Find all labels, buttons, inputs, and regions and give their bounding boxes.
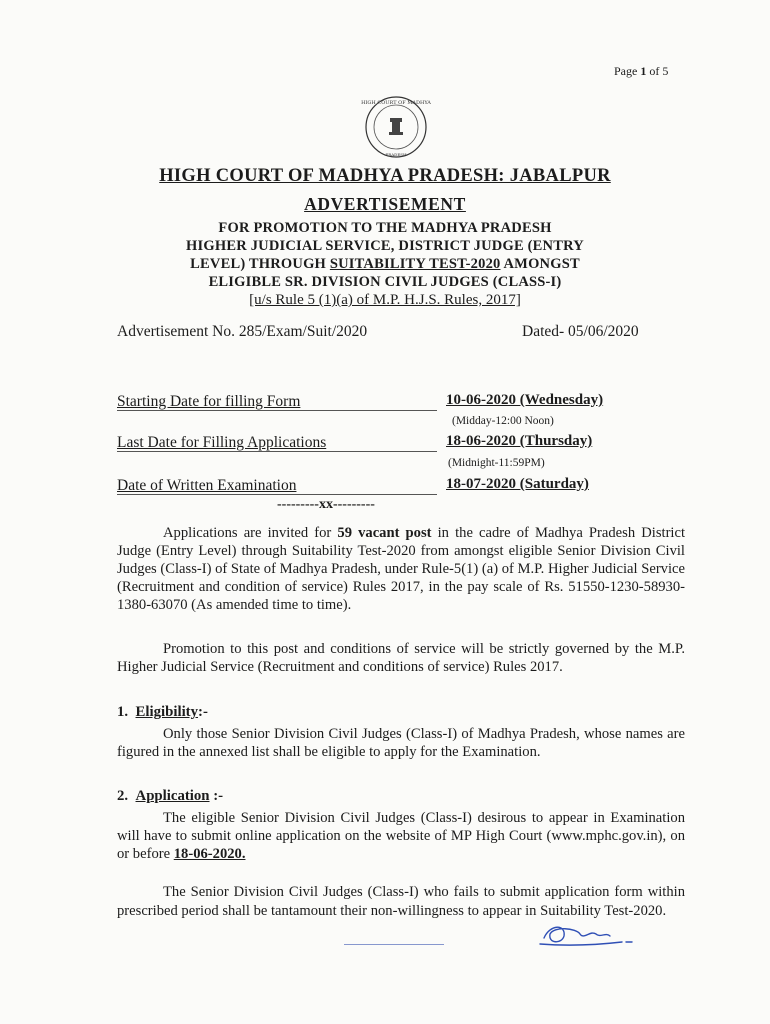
leader-line <box>117 494 437 495</box>
advertisement-number: Advertisement No. 285/Exam/Suit/2020 <box>117 323 368 340</box>
separator: ---------xx--------- <box>277 497 375 512</box>
section-application-heading: 2. Application :- <box>117 788 224 804</box>
pen-underline <box>344 944 444 945</box>
rule-reference: [u/s Rule 5 (1)(a) of M.P. H.J.S. Rules, 2017] <box>249 292 521 308</box>
schedule-value-last: 18-06-2020 (Thursday) <box>446 433 593 449</box>
subtitle-line-4: ELIGIBLE SR. DIVISION CIVIL JUDGES (CLASS-I) <box>208 274 562 290</box>
schedule-note-start: (Midday-12:00 Noon) <box>452 415 554 427</box>
svg-text:PRADESH: PRADESH <box>385 152 407 157</box>
application-paragraph: The eligible Senior Division Civil Judges (Class-I) desirous to appear in Examination will have to submit online application on the website of MP High Court (www.mphc.gov.in), on or before 18-06-2020. <box>117 810 685 862</box>
leader-line <box>117 451 437 452</box>
leader-line <box>117 410 437 411</box>
court-seal-icon <box>346 92 446 162</box>
schedule-note-last: (Midnight-11:59PM) <box>448 457 545 469</box>
eligibility-paragraph: Only those Senior Division Civil Judges (Class-I) of Madhya Pradesh, whose names are figured in the annexed list shall be eligible to apply for the Examination. <box>117 726 685 760</box>
signature-icon <box>536 920 636 950</box>
svg-text:HIGH COURT OF MADHYA: HIGH COURT OF MADHYA <box>361 100 431 106</box>
schedule-label-start: Starting Date for filling Form <box>117 393 301 410</box>
page-number: Page 1 of 5 <box>614 64 669 78</box>
section-eligibility-heading: 1. Eligibility:- <box>117 704 208 720</box>
court-title: HIGH COURT OF MADHYA PRADESH: JABALPUR <box>159 166 611 186</box>
schedule-label-last: Last Date for Filling Applications <box>117 434 327 451</box>
schedule-value-start: 10-06-2020 (Wednesday) <box>446 392 604 408</box>
subtitle-line-3: LEVEL) THROUGH SUITABILITY TEST-2020 AMONGST <box>190 256 580 272</box>
advertisement-heading: ADVERTISEMENT <box>304 194 466 214</box>
subtitle-line-2: HIGHER JUDICIAL SERVICE, DISTRICT JUDGE (ENTRY <box>186 238 584 254</box>
advertisement-date: Dated- 05/06/2020 <box>522 323 639 340</box>
subtitle-line-1: FOR PROMOTION TO THE MADHYA PRADESH <box>218 220 552 236</box>
non-willingness-paragraph: The Senior Division Civil Judges (Class-I) who fails to submit application form within prescribed period shall be tantamount their non-willingness to appear in Suitability Test-2020. <box>117 884 685 919</box>
schedule-value-exam: 18-07-2020 (Saturday) <box>446 476 589 492</box>
intro-paragraph: Applications are invited for 59 vacant post in the cadre of Madhya Pradesh District Judge (Entry Level) through Suitability Test-2020 from amongst eligible Senior Division Civil Judges (Class-I) of State of Madhya Pradesh, under Rule-5(1) (a) of M.P. Higher Judicial Service (Recruitment and condition of service) Rules 2017, in the pay scale of Rs. 51550-1230-58930-1380-63070 (As amended time to time). <box>117 525 686 613</box>
schedule-label-exam: Date of Written Examination <box>117 477 297 494</box>
promotion-paragraph: Promotion to this post and conditions of service will be strictly governed by the M.P. Higher Judicial Service (Recruitment and conditions of service) Rules 2017. <box>117 641 685 675</box>
